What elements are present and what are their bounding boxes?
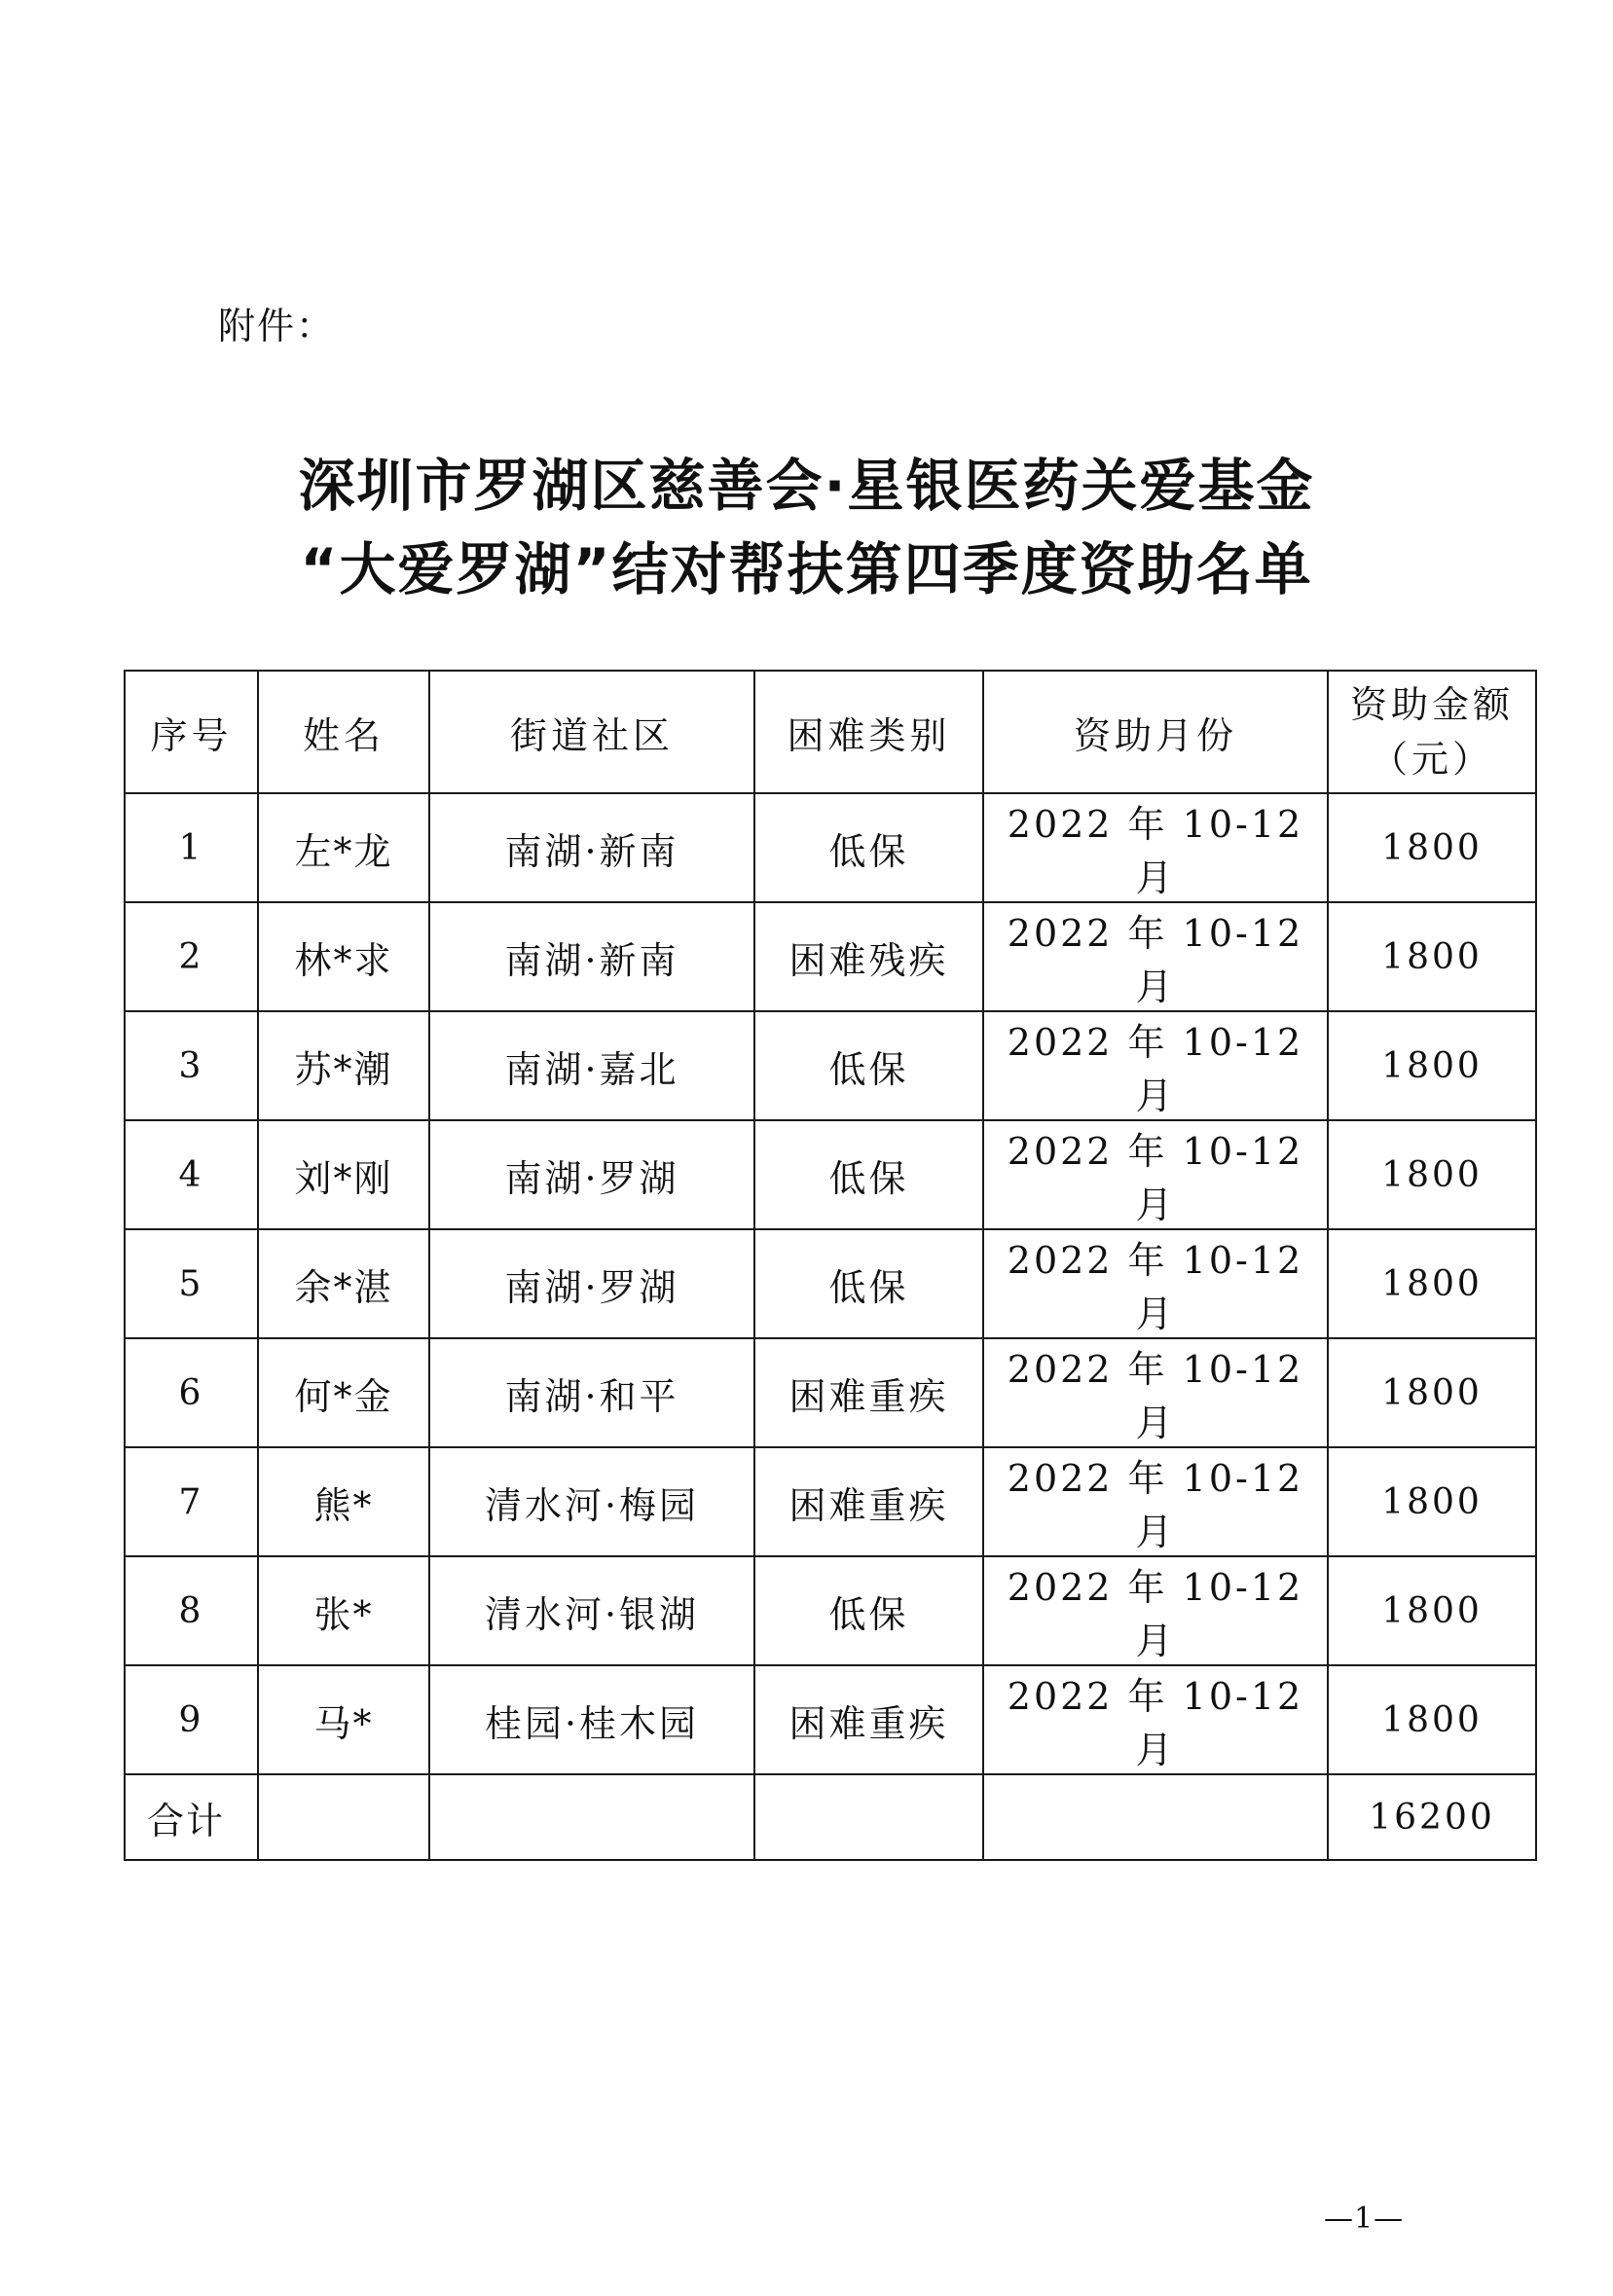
table-row <box>125 1229 1536 1338</box>
row-community: 南湖·和平 <box>429 1338 754 1447</box>
row-month: 2022 年 10-12 月 <box>983 902 1328 1011</box>
row-community: 南湖·新南 <box>429 793 754 902</box>
row-index: 8 <box>125 1556 258 1665</box>
row-name: 余*湛 <box>258 1229 429 1338</box>
row-index: 1 <box>125 793 258 902</box>
row-community: 南湖·罗湖 <box>429 1120 754 1229</box>
total-empty-cell <box>983 1774 1328 1860</box>
page-number: —1— <box>1324 2202 1405 2236</box>
total-label: 合计 <box>125 1774 258 1860</box>
row-index: 5 <box>125 1229 258 1338</box>
row-amount: 1800 <box>1328 1338 1536 1447</box>
header-amount-line-2: （元） <box>1370 738 1493 781</box>
row-month: 2022 年 10-12 月 <box>983 1338 1328 1447</box>
header-community: 街道社区 <box>429 671 754 793</box>
header-month: 资助月份 <box>983 671 1328 793</box>
row-community: 南湖·罗湖 <box>429 1229 754 1338</box>
row-amount: 1800 <box>1328 1447 1536 1556</box>
row-category: 困难重疾 <box>754 1665 983 1774</box>
row-index: 4 <box>125 1120 258 1229</box>
row-category: 困难重疾 <box>754 1447 983 1556</box>
row-category: 低保 <box>754 1011 983 1120</box>
row-category: 低保 <box>754 1229 983 1338</box>
table-header-row <box>125 671 1536 793</box>
table-row <box>125 1665 1536 1774</box>
row-index: 3 <box>125 1011 258 1120</box>
table-row <box>125 1011 1536 1120</box>
attachment-label: 附件： <box>218 305 336 347</box>
row-amount: 1800 <box>1328 1120 1536 1229</box>
row-amount: 1800 <box>1328 793 1536 902</box>
row-amount: 1800 <box>1328 1011 1536 1120</box>
row-name: 何*金 <box>258 1338 429 1447</box>
row-month: 2022 年 10-12 月 <box>983 1229 1328 1338</box>
row-name: 马* <box>258 1665 429 1774</box>
row-index: 6 <box>125 1338 258 1447</box>
row-month: 2022 年 10-12 月 <box>983 1556 1328 1665</box>
row-month: 2022 年 10-12 月 <box>983 1665 1328 1774</box>
row-community: 南湖·新南 <box>429 902 754 1011</box>
row-amount: 1800 <box>1328 1556 1536 1665</box>
row-category: 低保 <box>754 1556 983 1665</box>
row-community: 南湖·嘉北 <box>429 1011 754 1120</box>
row-category: 低保 <box>754 793 983 902</box>
total-empty-cell <box>429 1774 754 1860</box>
row-index: 9 <box>125 1665 258 1774</box>
table-row <box>125 1556 1536 1665</box>
row-name: 熊* <box>258 1447 429 1556</box>
row-month: 2022 年 10-12 月 <box>983 793 1328 902</box>
header-category: 困难类别 <box>754 671 983 793</box>
header-index: 序号 <box>125 671 258 793</box>
row-month: 2022 年 10-12 月 <box>983 1011 1328 1120</box>
row-category: 困难重疾 <box>754 1338 983 1447</box>
total-row <box>125 1774 1536 1860</box>
table-row <box>125 902 1536 1011</box>
table-row <box>125 1338 1536 1447</box>
header-amount-line-1: 资助金额 <box>1349 683 1514 726</box>
row-category: 低保 <box>754 1120 983 1229</box>
total-empty-cell <box>754 1774 983 1860</box>
row-amount: 1800 <box>1328 1229 1536 1338</box>
row-amount: 1800 <box>1328 1665 1536 1774</box>
total-empty-cell <box>258 1774 429 1860</box>
row-name: 刘*刚 <box>258 1120 429 1229</box>
row-index: 2 <box>125 902 258 1011</box>
row-community: 桂园·桂木园 <box>429 1665 754 1774</box>
table-row <box>125 793 1536 902</box>
document-title-line-2: “大爱罗湖”结对帮扶第四季度资助名单 <box>300 536 1313 602</box>
table-row <box>125 1120 1536 1229</box>
row-category: 困难残疾 <box>754 902 983 1011</box>
row-month: 2022 年 10-12 月 <box>983 1120 1328 1229</box>
row-name: 苏*潮 <box>258 1011 429 1120</box>
total-amount: 16200 <box>1328 1774 1536 1860</box>
row-community: 清水河·银湖 <box>429 1556 754 1665</box>
funding-list-table <box>124 670 1537 1861</box>
row-name: 张* <box>258 1556 429 1665</box>
row-name: 林*求 <box>258 902 429 1011</box>
header-amount <box>1328 671 1536 793</box>
table-row <box>125 1447 1536 1556</box>
document-title-line-1: 深圳市罗湖区慈善会·星银医药关爱基金 <box>298 453 1315 519</box>
row-name: 左*龙 <box>258 793 429 902</box>
row-amount: 1800 <box>1328 902 1536 1011</box>
row-community: 清水河·梅园 <box>429 1447 754 1556</box>
row-month: 2022 年 10-12 月 <box>983 1447 1328 1556</box>
row-index: 7 <box>125 1447 258 1556</box>
header-name: 姓名 <box>258 671 429 793</box>
